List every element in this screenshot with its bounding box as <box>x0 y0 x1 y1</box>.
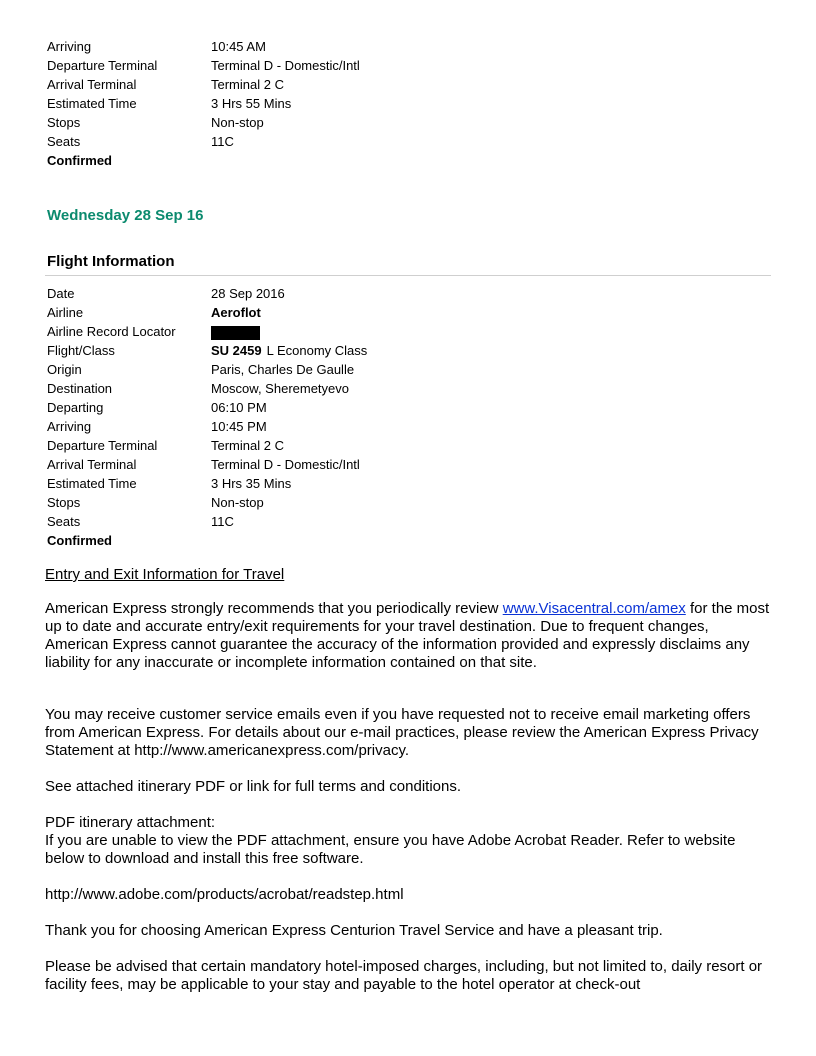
detail-row-destination <box>47 379 367 398</box>
flight-class-value <box>211 341 367 360</box>
detail-row-seats <box>47 512 367 531</box>
detail-label: Departure Terminal <box>47 438 158 453</box>
detail-label: Estimated Time <box>47 476 137 491</box>
detail-row-date <box>47 284 367 303</box>
detail-value: 10:45 PM <box>211 419 267 434</box>
detail-label: Airline <box>47 305 84 320</box>
pdf-attachment-paragraph: If you are unable to view the PDF attachment, ensure you have Adobe Acrobat Reader. Refer to website below to download and install this free software. <box>45 832 736 867</box>
detail-label: Estimated Time <box>47 96 137 111</box>
airline-name: Aeroflot <box>211 305 261 320</box>
detail-value: Terminal 2 C <box>211 77 284 92</box>
thank-you-paragraph: Thank you for choosing American Express Centurion Travel Service and have a pleasant trip. <box>45 922 663 939</box>
detail-row-arrival-terminal <box>47 455 367 474</box>
booking-status-row <box>47 531 367 550</box>
detail-label: Seats <box>47 514 81 529</box>
detail-label: Departing <box>47 400 104 415</box>
detail-row-stops <box>47 113 360 132</box>
detail-row-record-locator <box>47 322 367 341</box>
adobe-url: http://www.adobe.com/products/acrobat/readstep.html <box>45 886 404 903</box>
detail-value: Moscow, Sheremetyevo <box>211 381 350 396</box>
service-emails-paragraph: You may receive customer service emails even if you have requested not to receive email marketing offers from American Express. For details about our e-mail practices, please review the American Express Privacy Statement at http://www.americanexpress.com/privacy. <box>45 706 759 759</box>
booking-status: Confirmed <box>47 153 112 168</box>
detail-row-airline <box>47 303 367 322</box>
detail-value: 06:10 PM <box>211 400 267 415</box>
detail-row-origin <box>47 360 367 379</box>
detail-label: Stops <box>47 495 81 510</box>
detail-label: Arriving <box>47 39 92 54</box>
section-divider <box>45 275 771 276</box>
detail-value: 10:45 AM <box>211 39 266 54</box>
entry-exit-text: for the most up to date and accurate entry/exit requirements for your travel destination. Due to frequent changes, American Express cannot guarantee the accuracy of the information provided and expressly disclaims any liability for any inaccurate or incomplete information contained on that site. <box>45 600 770 671</box>
pdf-attachment-title: PDF itinerary attachment: <box>45 814 216 831</box>
detail-value: 11C <box>211 134 234 149</box>
detail-label: Origin <box>47 362 82 377</box>
detail-row-seats <box>47 132 360 151</box>
travel-class: L Economy Class <box>266 343 368 358</box>
detail-value: Terminal D - Domestic/Intl <box>211 58 360 73</box>
entry-exit-text: American Express strongly recommends that you periodically review <box>45 600 503 617</box>
detail-row-stops <box>47 493 367 512</box>
detail-value: 11C <box>211 514 234 529</box>
attached-itinerary-paragraph: See attached itinerary PDF or link for full terms and conditions. <box>45 778 462 795</box>
detail-label: Arriving <box>47 419 92 434</box>
flight-code: SU 2459 <box>211 343 262 358</box>
detail-row-departure-terminal <box>47 436 367 455</box>
visacentral-link[interactable]: www.Visacentral.com/amex <box>502 600 686 617</box>
detail-row-departing <box>47 398 367 417</box>
detail-row-arriving <box>47 37 360 56</box>
detail-label: Flight/Class <box>47 343 115 358</box>
detail-row-departure-terminal <box>47 56 360 75</box>
detail-row-arrival-terminal <box>47 75 360 94</box>
detail-label: Seats <box>47 134 81 149</box>
detail-row-flight-class <box>47 341 367 360</box>
detail-label: Airline Record Locator <box>47 324 176 339</box>
entry-exit-paragraph <box>45 600 775 672</box>
date-heading: Wednesday 28 Sep 16 <box>47 207 204 224</box>
detail-label: Destination <box>47 381 113 396</box>
detail-value: Terminal 2 C <box>211 438 284 453</box>
second-flight-details <box>47 284 367 550</box>
detail-value: 28 Sep 2016 <box>211 286 285 301</box>
booking-status-row <box>47 151 360 170</box>
detail-row-estimated-time <box>47 94 360 113</box>
flight-information-title: Flight Information <box>47 253 175 270</box>
detail-label: Arrival Terminal <box>47 77 137 92</box>
hotel-charges-paragraph: Please be advised that certain mandatory hotel-imposed charges, including, but not limited to, daily resort or facility fees, may be applicable to your stay and payable to the hotel operator at check-out <box>45 958 763 993</box>
detail-label: Arrival Terminal <box>47 457 137 472</box>
detail-value: Terminal D - Domestic/Intl <box>211 457 360 472</box>
detail-label: Departure Terminal <box>47 58 158 73</box>
detail-value: Paris, Charles De Gaulle <box>211 362 355 377</box>
first-flight-details <box>47 37 360 170</box>
detail-row-arriving <box>47 417 367 436</box>
detail-value: 3 Hrs 55 Mins <box>211 96 292 111</box>
detail-value: 3 Hrs 35 Mins <box>211 476 292 491</box>
detail-value: Non-stop <box>211 495 264 510</box>
detail-label: Stops <box>47 115 81 130</box>
detail-row-estimated-time <box>47 474 367 493</box>
record-locator-value <box>211 322 260 341</box>
entry-exit-heading: Entry and Exit Information for Travel <box>45 566 285 583</box>
detail-value: Non-stop <box>211 115 264 130</box>
redaction-box <box>211 326 260 340</box>
detail-label: Date <box>47 286 75 301</box>
booking-status: Confirmed <box>47 533 112 548</box>
